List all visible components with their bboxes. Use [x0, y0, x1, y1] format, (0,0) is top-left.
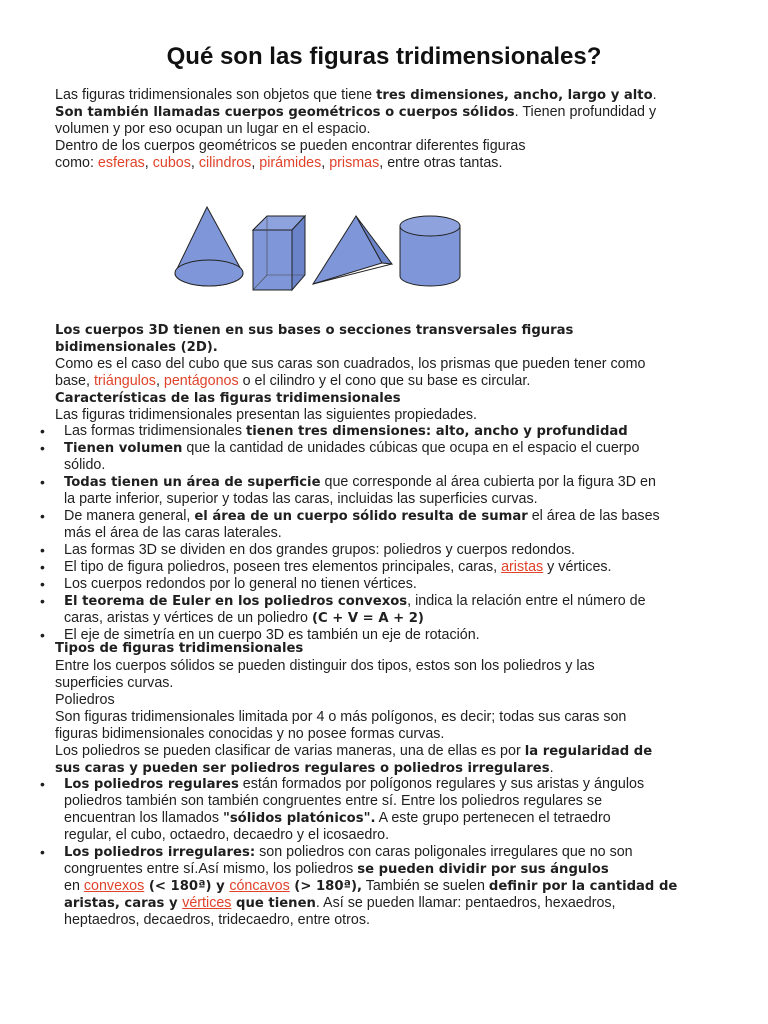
- text: También se suelen: [361, 878, 489, 894]
- bold-text: (C + V = A + 2): [311, 611, 424, 626]
- intro-line: [55, 104, 715, 121]
- text: .: [549, 760, 554, 776]
- text: De manera general,: [64, 508, 195, 524]
- list-item: [40, 593, 720, 627]
- bullet-icon: •: [40, 593, 45, 609]
- text: A este grupo pertenecen el tetraedro: [375, 810, 611, 826]
- text: o el cilindro y el cono que su base es circular.: [238, 373, 531, 389]
- list-item: [40, 576, 720, 593]
- intro-line: como: esferas, cubos, cilindros, pirámides, prismas, entre otras tantas.: [55, 155, 503, 171]
- bullet-icon: •: [40, 559, 45, 575]
- bold-text: el área de un cuerpo sólido resulta de sumar: [194, 509, 528, 524]
- list-item: [40, 776, 720, 844]
- link-prismas[interactable]: prismas: [329, 155, 380, 171]
- text: regular, el cubo, octaedro, decaedro y el icosaedro.: [64, 827, 390, 843]
- list-item: [40, 542, 720, 559]
- paragraph-line: base, triángulos, pentágonos o el cilindro y el cono que su base es circular.: [55, 373, 531, 389]
- link-concavos[interactable]: cóncavos: [229, 878, 290, 894]
- paragraph-line: Las figuras tridimensionales presentan las siguientes propiedades.: [55, 407, 478, 423]
- text: base,: [55, 373, 94, 389]
- text: el área de las bases: [527, 508, 660, 524]
- list-item: [40, 844, 720, 929]
- pyramid-figure: [310, 214, 395, 286]
- bold-text: definir por la cantidad de: [488, 879, 678, 894]
- bullet-icon: •: [40, 423, 45, 439]
- paragraph-line: superficies curvas.: [55, 675, 174, 691]
- text: en: [64, 878, 84, 894]
- section-heading: Características de las figuras tridimensionales: [55, 391, 401, 406]
- text: la parte inferior, superior y todas las caras, incluidas las superficies curvas.: [64, 491, 538, 507]
- text: .: [652, 87, 657, 103]
- bold-text: que tienen: [231, 896, 316, 911]
- intro-paragraph: [55, 87, 715, 172]
- bold-text: "sólidos platónicos".: [222, 811, 376, 826]
- section-heading: Los cuerpos 3D tienen en sus bases o secciones transversales figuras: [55, 323, 574, 338]
- link-esferas[interactable]: esferas: [97, 155, 145, 171]
- text: poliedros también son también congruentes entre sí. Entre los poliedros regulares se: [64, 793, 603, 809]
- text: Las figuras tridimensionales son objetos que tiene: [55, 87, 377, 103]
- text: congruentes entre sí.Así mismo, los poliedros: [64, 861, 358, 877]
- bullet-icon: •: [40, 576, 45, 592]
- text: Los poliedros se pueden clasificar de varias maneras, una de ellas es por: [55, 743, 525, 759]
- text: que la cantidad de unidades cúbicas que ocupa en el espacio el cuerpo: [182, 440, 640, 456]
- properties-list: [40, 423, 720, 644]
- bullet-icon: •: [40, 440, 45, 456]
- text: encuentran los llamados: [64, 810, 223, 826]
- link-convexos[interactable]: convexos: [83, 878, 145, 894]
- text: . Así se pueden llamar: pentaedros, hexaedros,: [315, 895, 616, 911]
- list-item: [40, 508, 720, 542]
- bullet-icon: •: [40, 844, 45, 860]
- bold-text: tienen tres dimensiones: alto, ancho y profundidad: [245, 424, 628, 439]
- list-item: [40, 559, 720, 576]
- bullet-icon: •: [40, 542, 45, 558]
- paragraph-line: Como es el caso del cubo que sus caras son cuadrados, los prismas que pueden tener como: [55, 356, 646, 372]
- link-cilindros[interactable]: cilindros: [198, 155, 252, 171]
- text: están formados por polígonos regulares y sus aristas y ángulos: [238, 776, 645, 792]
- bold-text: Todas tienen un área de superficie: [64, 475, 321, 490]
- intro-line: Dentro de los cuerpos geométricos se pueden encontrar diferentes figuras: [55, 138, 526, 154]
- paragraph-line: figuras bidimensionales conocidas y no posee formas curvas.: [55, 726, 445, 742]
- text: Los cuerpos redondos por lo general no tienen vértices.: [64, 576, 417, 592]
- paragraph-line: Son figuras tridimensionales limitada por 4 o más polígonos, es decir; todas sus caras son: [55, 709, 627, 725]
- bold-text: Los poliedros irregulares:: [64, 845, 256, 860]
- list-item: [40, 423, 720, 440]
- list-item: [40, 440, 720, 474]
- paragraph-line: Poliedros: [55, 692, 115, 708]
- bullet-icon: •: [40, 508, 45, 524]
- list-item: [40, 474, 720, 508]
- intro-line: [55, 87, 715, 104]
- section-heading: Tipos de figuras tridimensionales: [55, 641, 304, 656]
- bold-text: sus caras y pueden ser poliedros regulares o poliedros irregulares: [55, 761, 550, 776]
- bold-text: (< 180ª) y: [144, 879, 230, 894]
- text: son poliedros con caras poligonales irregulares que no son: [255, 844, 633, 860]
- bold-text: Son también llamadas cuerpos geométricos o cuerpos sólidos: [55, 105, 515, 120]
- bullet-icon: •: [40, 627, 45, 643]
- text: , indica la relación entre el número de: [407, 593, 646, 609]
- text: . Tienen profundidad y: [514, 104, 657, 120]
- bullet-icon: •: [40, 776, 45, 792]
- text: más el área de las caras laterales.: [64, 525, 282, 541]
- section-types: [55, 641, 715, 777]
- bold-text: se pueden dividir por sus ángulos: [357, 862, 609, 877]
- bold-text: Tienen volumen: [64, 441, 183, 456]
- cone-figure: [172, 205, 247, 287]
- polyhedra-list: [40, 776, 720, 929]
- bold-text: tres dimensiones, ancho, largo y alto: [376, 88, 653, 103]
- bold-text: aristas, caras y: [64, 896, 183, 911]
- text: heptaedros, decaedros, tridecaedro, entre otros.: [64, 912, 370, 928]
- text: como:: [55, 155, 98, 171]
- bullet-icon: •: [40, 474, 45, 490]
- cylinder-figure: [397, 214, 463, 289]
- bold-text: Los poliedros regulares: [64, 777, 239, 792]
- bold-text: la regularidad de: [524, 744, 653, 759]
- paragraph-line: Entre los cuerpos sólidos se pueden distinguir dos tipos, estos son los poliedros y las: [55, 658, 595, 674]
- text: Las formas tridimensionales: [64, 423, 246, 439]
- link-piramides[interactable]: pirámides: [259, 155, 322, 171]
- text: sólido.: [64, 457, 106, 473]
- intro-line: volumen y por eso ocupan un lugar en el espacio.: [55, 121, 371, 137]
- bold-text: (> 180ª),: [289, 879, 362, 894]
- text: Las formas 3D se dividen en dos grandes grupos: poliedros y cuerpos redondos.: [64, 542, 576, 558]
- bold-text: El teorema de Euler en los poliedros convexos: [64, 594, 408, 609]
- link-triangulos[interactable]: triángulos: [93, 373, 156, 389]
- text: El eje de simetría en un cuerpo 3D es también un eje de rotación.: [64, 627, 480, 643]
- link-vertices[interactable]: vértices: [182, 895, 232, 911]
- link-pentagonos[interactable]: pentágonos: [163, 373, 239, 389]
- link-aristas[interactable]: aristas: [501, 559, 544, 575]
- text: , entre otras tantas.: [379, 155, 503, 171]
- text: que corresponde al área cubierta por la figura 3D en: [320, 474, 656, 490]
- link-cubos[interactable]: cubos: [152, 155, 191, 171]
- section-heading: bidimensionales (2D).: [55, 340, 218, 355]
- section-bases: [55, 322, 715, 424]
- page-title: Qué son las figuras tridimensionales?: [166, 43, 602, 70]
- text: y vértices.: [543, 559, 612, 575]
- text: caras, aristas y vértices de un poliedro: [64, 610, 312, 626]
- prism-figure: [248, 213, 308, 293]
- text: El tipo de figura poliedros, poseen tres elementos principales, caras,: [64, 559, 502, 575]
